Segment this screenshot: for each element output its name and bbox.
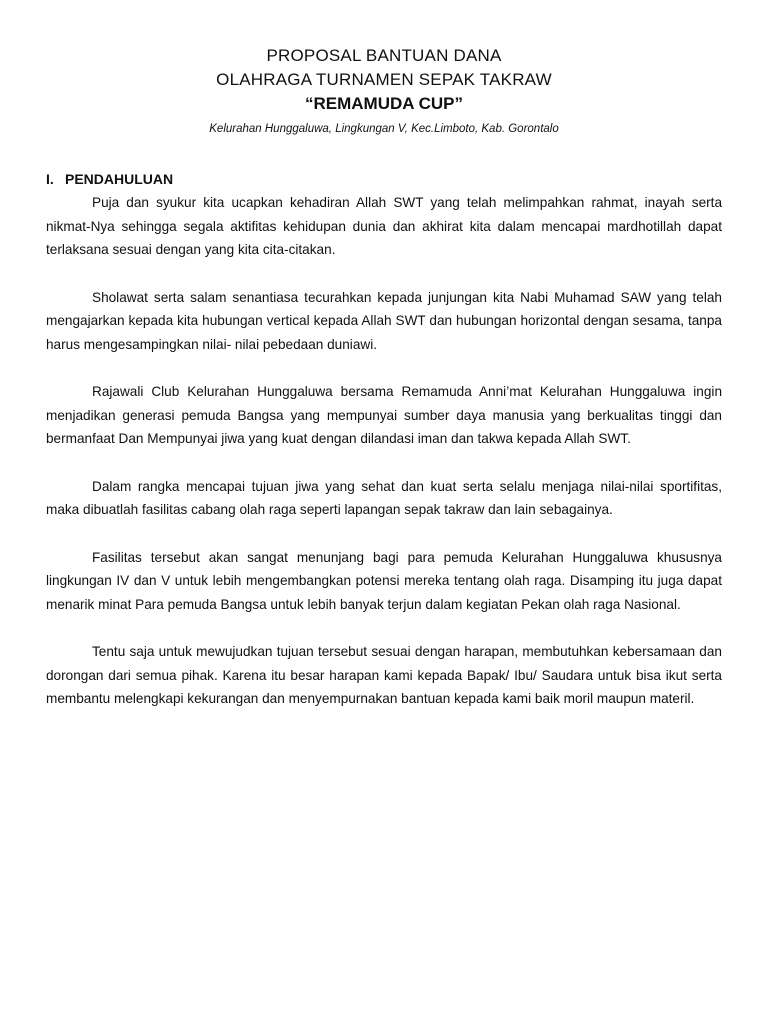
section-title: PENDAHULUAN (65, 171, 174, 187)
paragraph: Fasilitas tersebut akan sangat menunjang bagi para pemuda Kelurahan Hunggaluwa khususnya lingkungan IV dan V untuk lebih mengembangkan potensi mereka tentang olah raga. Disamping itu juga dapat menarik minat Para pemuda Bangsa untuk lebih banyak terjun dalam kegiatan Pekan olah raga Nasional. (46, 549, 722, 612)
paragraph: Puja dan syukur kita ucapkan kehadiran Allah SWT yang telah melimpahkan rahmat, inayah serta nikmat-Nya sehingga segala aktifitas kehidupan dunia dan akhirat kita dalam mencapai mardhotillah dapat terlaksana sesuai dengan yang kita cita-citakan. (46, 195, 722, 257)
section-heading (46, 167, 722, 191)
proposal-title: PROPOSAL BANTUAN DANA (266, 46, 502, 65)
document-body (46, 167, 722, 735)
cup-name: “REMAMUDA CUP” (304, 94, 464, 113)
section-number: I. (46, 171, 54, 187)
event-title: OLAHRAGA TURNAMEN SEPAK TAKRAW (216, 70, 552, 89)
address-line: Kelurahan Hunggaluwa, Lingkungan V, Kec.Limboto, Kab. Gorontalo (209, 123, 559, 135)
paragraph: Dalam rangka mencapai tujuan jiwa yang sehat dan kuat serta selalu menjaga nilai-nilai sportifitas, maka dibuatlah fasilitas cabang olah raga seperti lapangan sepak takraw dan lain sebagainya. (46, 478, 722, 517)
paragraph: Rajawali Club Kelurahan Hunggaluwa bersama Remamuda Anni’mat Kelurahan Hunggaluwa ingin menjadikan generasi pemuda Bangsa yang mempunyai sumber daya manusia yang berkualitas tinggi dan bermanfaat Dan Mempunyai jiwa yang kuat dengan dilandasi iman dan takwa kepada Allah SWT. (46, 384, 722, 446)
document-header (0, 44, 768, 140)
paragraph: Tentu saja untuk mewujudkan tujuan tersebut sesuai dengan harapan, membutuhkan kebersamaan dan dorongan dari semua pihak. Karena itu besar harapan kami kepada Bapak/ Ibu/ Saudara untuk bisa ikut serta membantu melengkapi kekurangan dan menyempurnakan bantuan kepada kami baik moril maupun materil. (46, 644, 722, 706)
paragraph: Sholawat serta salam senantiasa tecurahkan kepada junjungan kita Nabi Muhamad SAW yang telah mengajarkan kepada kita hubungan vertical kepada Allah SWT dan hubungan horizontal dengan sesama, tanpa harus mengesampingkan nilai- nilai pebedaan duniawi. (46, 289, 722, 352)
